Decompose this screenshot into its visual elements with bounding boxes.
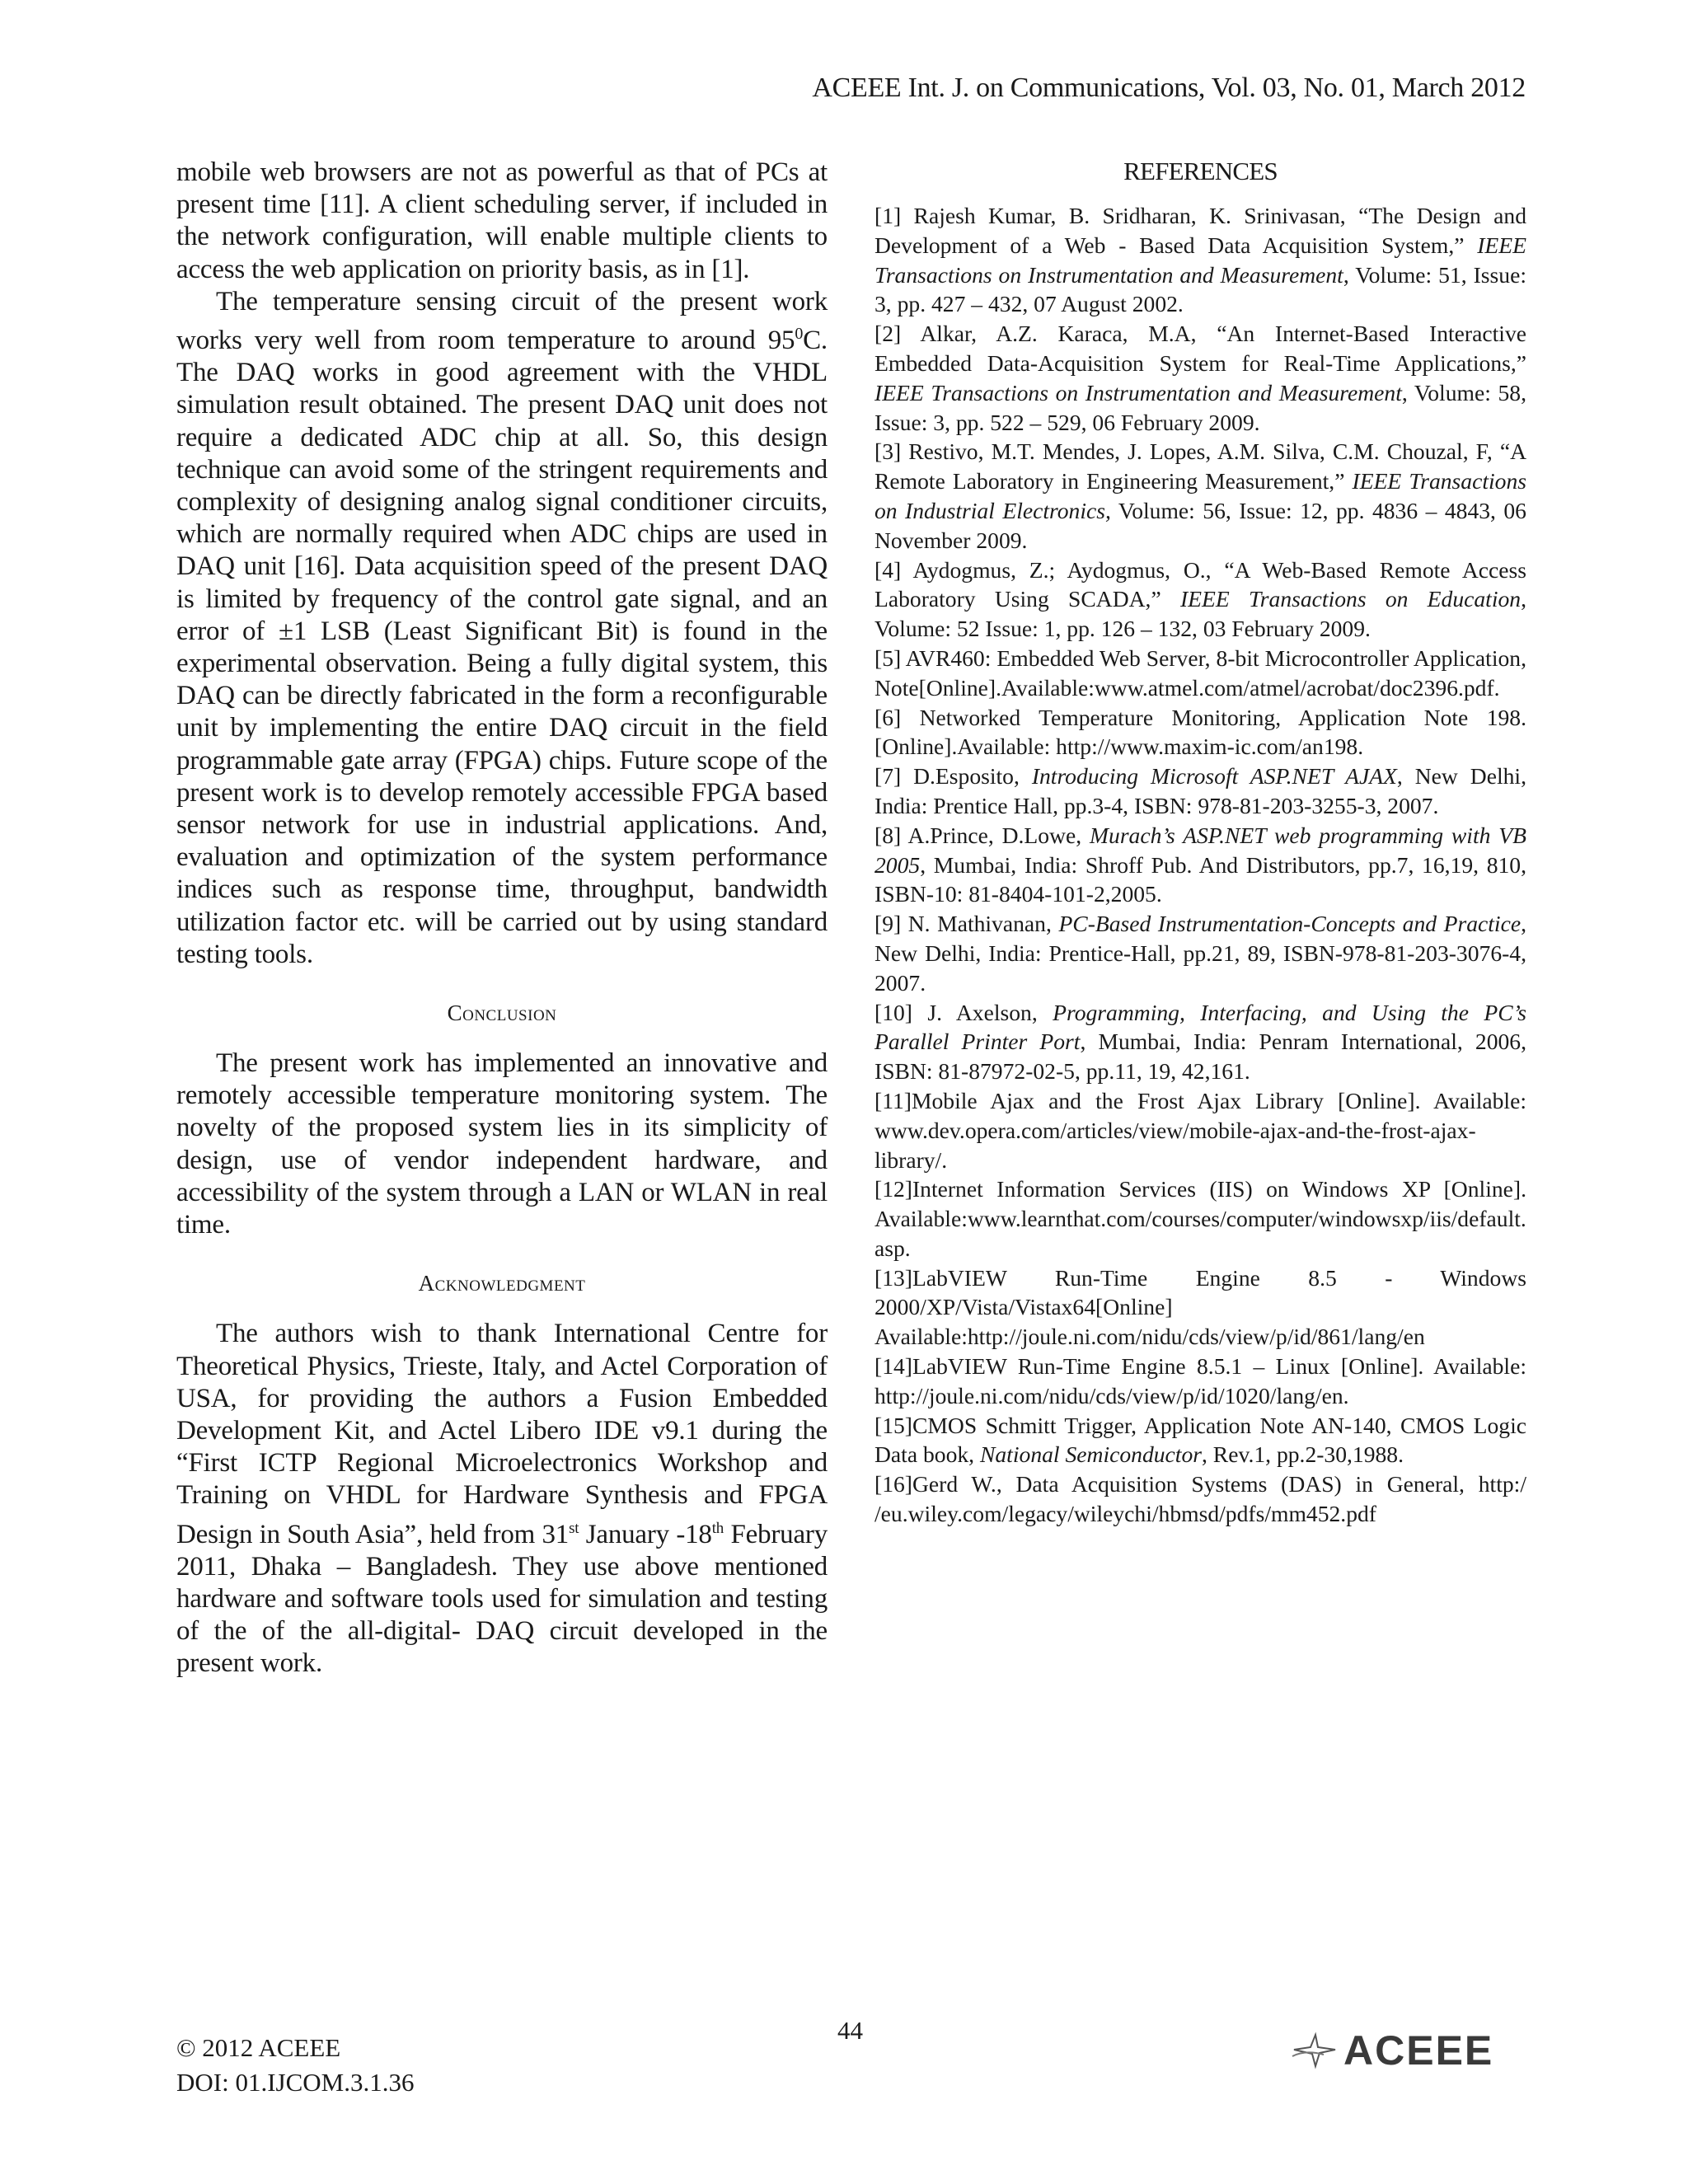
reference-text: , Mumbai, India: Penram International, 2006, ISBN: 81-87972-02-5, pp.11, 19, 42,161. bbox=[874, 1029, 1526, 1085]
reference-text: [12]Internet Information Services (IIS) on Windows XP [Online]. Available:www.learnthat.com/courses/computer/windowsxp/iis/default.asp. bbox=[874, 1176, 1526, 1261]
references-column bbox=[874, 157, 1526, 1529]
reference-source-title: Introducing Microsoft ASP.NET AJAX bbox=[1031, 763, 1397, 790]
superscript: st bbox=[569, 1519, 579, 1537]
conclusion-heading: Conclusion bbox=[447, 1001, 557, 1026]
aceee-logo bbox=[1291, 2026, 1530, 2075]
reference-item bbox=[874, 1352, 1526, 1411]
acknowledgment-heading: Acknowledgment bbox=[418, 1271, 586, 1296]
reference-text: [5] AVR460: Embedded Web Server, 8-bit Microcontroller Application, Note[Online].Available:www.atmel.com/atmel/acrobat/doc2396.pdf. bbox=[874, 644, 1526, 701]
body-paragraph: mobile web browsers are not as powerful as that of PCs at present time [11]. A client scheduling server, if included in the network configuration, will enable multiple clients to access the web application on priority basis, as in [1]. bbox=[176, 157, 828, 284]
conclusion-paragraph: The present work has implemented an innovative and remotely accessible temperature monitoring system. The novelty of the proposed system lies in its simplicity of design, use of vendor independent hardware, and accessibility of the system through a LAN or WLAN in real time. bbox=[176, 1048, 828, 1240]
reference-text: [10] J. Axelson, bbox=[874, 999, 1053, 1025]
reference-item bbox=[874, 1469, 1526, 1529]
reference-item bbox=[874, 1263, 1526, 1352]
page-number: 44 bbox=[837, 2016, 863, 2045]
reference-item bbox=[874, 762, 1526, 821]
logo-text: ACEEE bbox=[1343, 2027, 1494, 2074]
reference-item bbox=[874, 1086, 1526, 1174]
reference-item bbox=[874, 644, 1526, 703]
reference-text: , New Delhi, India: Prentice Hall, pp.3-4, ISBN: 978-81-203-3255-3, 2007. bbox=[874, 763, 1526, 818]
reference-text: [13]LabVIEW Run-Time Engine 8.5 - Windows 2000/XP/Vista/Vistax64[Online] Available:http://joule.ni.com/nidu/cds/view/p/id/861/lang/en bbox=[874, 1264, 1526, 1350]
reference-item bbox=[874, 319, 1526, 437]
reference-text: , Volume: 58, Issue: 3, pp. 522 – 529, 06 February 2009. bbox=[874, 379, 1526, 435]
reference-item bbox=[874, 1411, 1526, 1470]
reference-source-title: IEEE Transactions on Industrial Electronics, bbox=[874, 468, 1526, 523]
reference-item bbox=[874, 1174, 1526, 1263]
reference-item bbox=[874, 437, 1526, 555]
doi-label: DOI: 01.IJCOM.3.1.36 bbox=[176, 2068, 415, 2097]
reference-source-title: PC-Based Instrumentation-Concepts and Practice bbox=[1058, 911, 1522, 937]
reference-item bbox=[874, 703, 1526, 762]
paragraph-text: January -18 bbox=[579, 1519, 712, 1549]
reference-source-title: Murach’s ASP.NET web programming with VB 2005 bbox=[874, 822, 1526, 878]
running-header: ACEEE Int. J. on Communications, Vol. 03, No. 01, March 2012 bbox=[812, 73, 1526, 103]
footer-left bbox=[176, 2031, 414, 2100]
reference-text: [6] Networked Temperature Monitoring, Application Note 198. [Online].Available: http://www.maxim-ic.com/an198. bbox=[874, 704, 1526, 760]
reference-source-title: Programming, Interfacing, and Using the PC’s Parallel Printer Port bbox=[874, 999, 1526, 1055]
references-list bbox=[874, 201, 1526, 1529]
reference-text: , Mumbai, India: Shroff Pub. And Distributors, pp.7, 16,19, 810, ISBN-10: 81-8404-101-2,2005. bbox=[874, 851, 1526, 907]
reference-text: [4] Aydogmus, Z.; Aydogmus, O., “A Web-Based Remote Access Laboratory Using SCADA,” bbox=[874, 556, 1526, 612]
reference-source-title: IEEE Transactions on Instrumentation and Measurement bbox=[874, 232, 1526, 288]
reference-text: , Volume: 52 Issue: 1, pp. 126 – 132, 03 February 2009. bbox=[874, 586, 1526, 642]
references-heading: REFERENCES bbox=[1123, 157, 1278, 185]
body-paragraph-temperature bbox=[176, 286, 828, 971]
reference-text: Volume: 56, Issue: 12, pp. 4836 – 4843, 06 November 2009. bbox=[874, 497, 1526, 553]
reference-text: [7] D.Esposito, bbox=[874, 763, 1032, 790]
reference-text: [8] A.Prince, D.Lowe, bbox=[874, 822, 1090, 848]
reference-text: [16]Gerd W., Data Acquisition Systems (DAS) in General, http:/ /eu.wiley.com/legacy/wileychi/hbmsd/pdfs/mm452.pdf bbox=[874, 1471, 1526, 1527]
reference-text: [14]LabVIEW Run-Time Engine 8.5.1 – Linux [Online]. Available: http://joule.ni.com/nidu/cds/view/p/id/1020/lang/en. bbox=[874, 1353, 1526, 1408]
reference-text: , Volume: 51, Issue: 3, pp. 427 – 432, 07 August 2002. bbox=[874, 261, 1526, 317]
paragraph-text: C. The DAQ works in good agreement with the VHDL simulation result obtained. The present DAQ unit does not require a dedicated ADC chip at all. So, this design technique can avoid some of the stringent requirements and complexity of designing analog signal conditioner circuits, which are normally required when ADC chips are used in DAQ unit [16]. Data acquisition speed of the present DAQ is limited by frequency of the control gate signal, and an error of ±1 LSB (Least Significant Bit) is found in the experimental observation. Being a fully digital system, this DAQ can be directly fabricated in the form a reconfigurable unit by implementing the entire DAQ circuit in the field programmable gate array (FPGA) chips. Future scope of the present work is to develop remotely accessible FPGA based sensor network for use in industrial applications. And, evaluation and optimization of the system performance indices such as response time, throughput, bandwidth utilization factor etc. will be carried out by using standard testing tools. bbox=[176, 326, 828, 969]
reference-text: [11]Mobile Ajax and the Frost Ajax Library [Online]. Available: www.dev.opera.com/articles/view/mobile-ajax-and-the-frost-ajax-library/. bbox=[874, 1087, 1526, 1173]
reference-item bbox=[874, 821, 1526, 909]
paragraph-text: The authors wish to thank International Centre for Theoretical Physics, Trieste, Italy, and Actel Corporation of USA, for providing the authors a Fusion Embedded Development Kit, and Actel Libero IDE v9.1 during the “First ICTP Regional Microelectronics Workshop and Training on VHDL for Hardware Synthesis and FPGA Design in South Asia”, held from 31 bbox=[176, 1319, 828, 1549]
reference-source-title: IEEE Transactions on Education bbox=[1179, 586, 1522, 612]
reference-item bbox=[874, 201, 1526, 319]
reference-text: , Rev.1, pp.2-30,1988. bbox=[1202, 1441, 1404, 1468]
reference-text: [3] Restivo, M.T. Mendes, J. Lopes, A.M. Silva, C.M. Chouzal, F, “A Remote Laboratory in Engineering Measurement,” bbox=[874, 438, 1526, 494]
paragraph-text: February 2011, Dhaka – Bangladesh. They use above mentioned hardware and software tools used for simulation and testing of the of the all-digital- DAQ circuit developed in the present work. bbox=[176, 1519, 828, 1679]
reference-source-title: IEEE Transactions on Instrumentation and Measurement bbox=[874, 379, 1402, 405]
paragraph-text: The temperature sensing circuit of the present work works very well from room temperature to around 95 bbox=[176, 286, 828, 356]
reference-item bbox=[874, 909, 1526, 997]
reference-text: [1] Rajesh Kumar, B. Sridharan, K. Srinivasan, “The Design and Development of a Web - Based Data Acquisition System,” bbox=[874, 203, 1526, 258]
copyright-notice: © 2012 ACEEE bbox=[176, 2033, 341, 2062]
reference-item bbox=[874, 998, 1526, 1086]
superscript: 0 bbox=[795, 325, 804, 344]
superscript: th bbox=[711, 1519, 724, 1537]
reference-text: [2] Alkar, A.Z. Karaca, M.A, “An Internet-Based Interactive Embedded Data-Acquisition System for Real-Time Applications,” bbox=[874, 321, 1526, 376]
reference-text: [15]CMOS Schmitt Trigger, Application Note AN-140, CMOS Logic Data book, bbox=[874, 1412, 1526, 1468]
reference-text: , New Delhi, India: Prentice-Hall, pp.21, 89, ISBN-978-81-203-3076-4, 2007. bbox=[874, 911, 1526, 996]
reference-text: [9] N. Mathivanan, bbox=[874, 911, 1059, 937]
acknowledgment-paragraph bbox=[176, 1318, 828, 1680]
star-swoosh-icon bbox=[1291, 2032, 1339, 2069]
reference-item bbox=[874, 555, 1526, 644]
left-column bbox=[176, 157, 828, 1680]
reference-source-title: National Semiconductor bbox=[979, 1441, 1202, 1468]
